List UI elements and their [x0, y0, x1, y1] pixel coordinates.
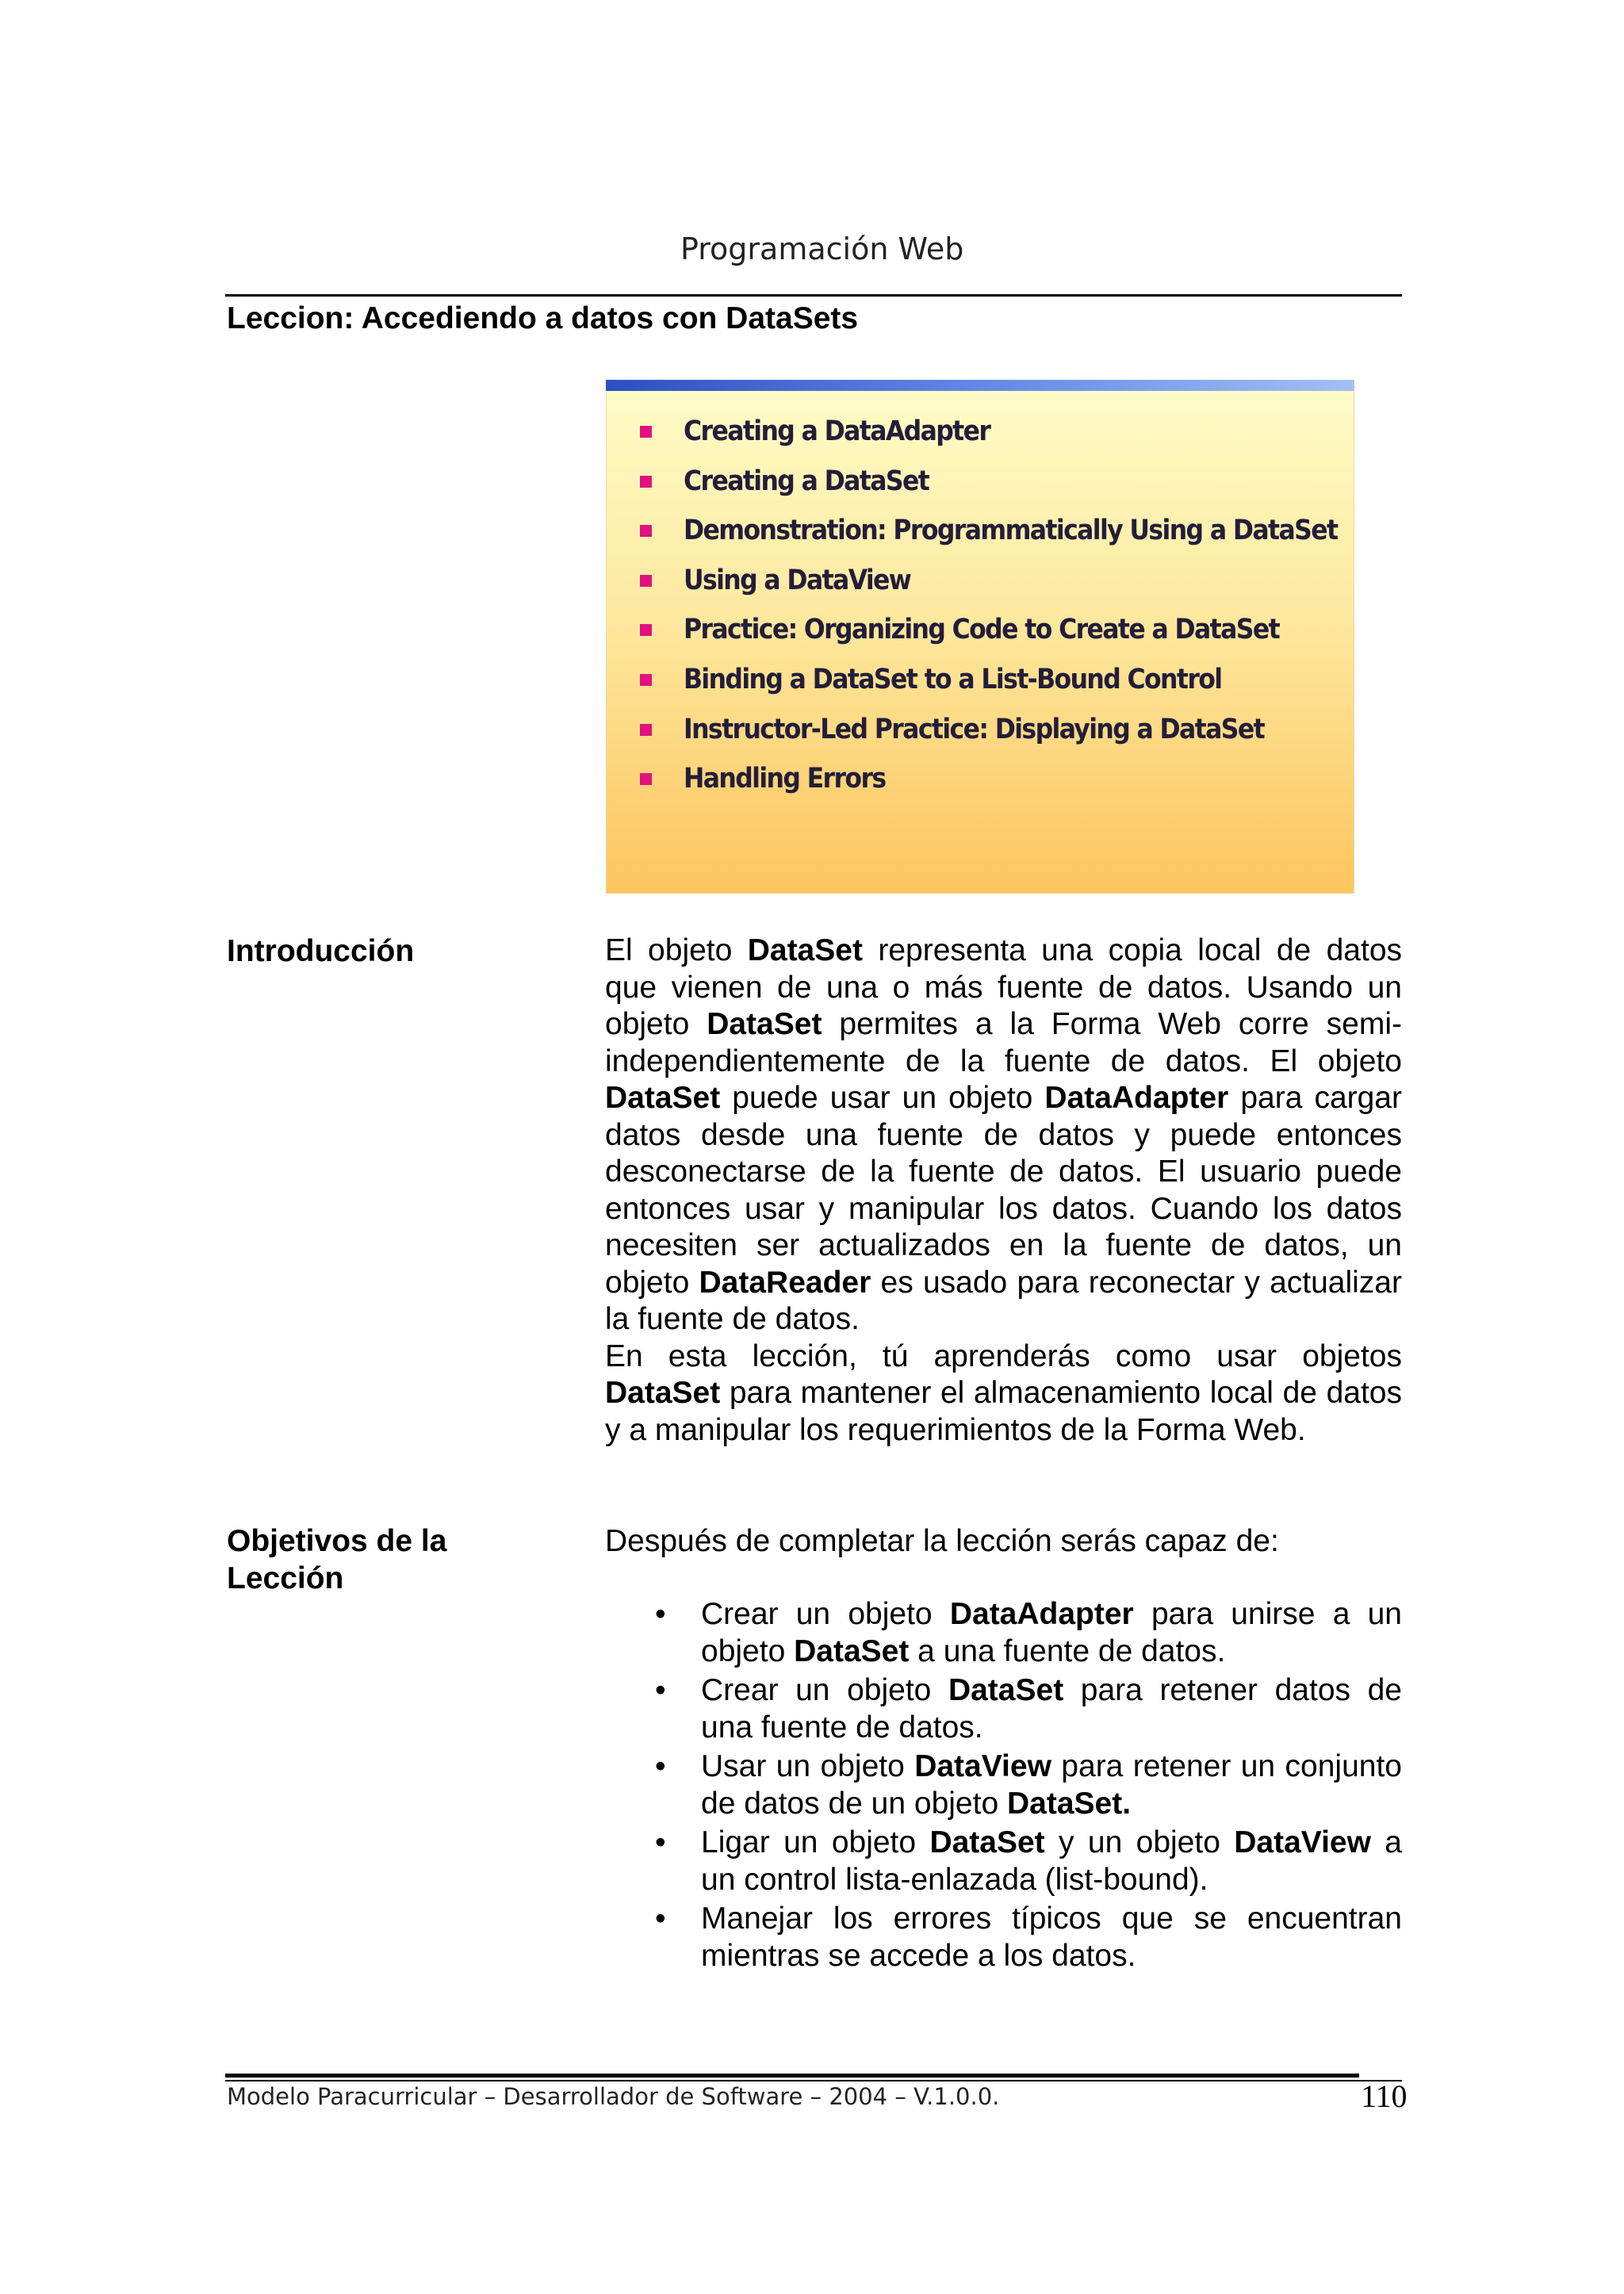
- square-bullet-icon: [640, 773, 652, 785]
- bullet-dot-icon: •: [655, 1749, 666, 1783]
- square-bullet-icon: [640, 724, 652, 736]
- bullet-dot-icon: •: [655, 1673, 666, 1707]
- lesson-title: Leccion: Accediendo a datos con DataSets: [227, 301, 859, 335]
- header-title: Programación Web: [680, 232, 964, 266]
- objectives-label: Objetivos de la Lección: [227, 1524, 447, 1595]
- square-bullet-icon: [640, 476, 652, 488]
- square-bullet-icon: [640, 624, 652, 636]
- slide-topic-item: Creating a DataSet: [638, 461, 1337, 511]
- slide-title-bar: [606, 380, 1354, 391]
- slide-topic-list: [638, 412, 1337, 809]
- slide-topic-item: Creating a DataAdapter: [638, 412, 1337, 461]
- header-divider: [225, 294, 1402, 297]
- footer-divider-thin: [225, 2080, 1402, 2081]
- lesson-slide: [606, 380, 1354, 894]
- square-bullet-icon: [640, 575, 652, 587]
- objective-item: • Manejar los errores típicos que se encuentran mientras se accede a los datos.: [655, 1901, 1402, 1973]
- slide-topic-item: Binding a DataSet to a List-Bound Control: [638, 660, 1337, 710]
- square-bullet-icon: [640, 525, 652, 537]
- page-number: 110: [1361, 2078, 1408, 2114]
- square-bullet-icon: [640, 674, 652, 686]
- objective-item: • Usar un objeto DataView para retener un conjunto de datos de un objeto DataSet.: [655, 1749, 1402, 1821]
- slide-topic-item: Practice: Organizing Code to Create a DataSet: [638, 610, 1337, 660]
- bullet-dot-icon: •: [655, 1825, 666, 1859]
- bullet-dot-icon: •: [655, 1901, 666, 1936]
- objectives-list: [655, 1595, 1402, 1976]
- objective-item: • Crear un objeto DataAdapter para unirse a un objeto DataSet a una fuente de datos.: [655, 1597, 1402, 1668]
- slide-topic-item: Demonstration: Programmatically Using a DataSet: [638, 511, 1337, 561]
- slide-topic-item: Using a DataView: [638, 561, 1337, 611]
- footer-text: Modelo Paracurricular – Desarrollador de Software – 2004 – V.1.0.0.: [227, 2083, 1000, 2110]
- objective-item: • Crear un objeto DataSet para retener datos de una fuente de datos.: [655, 1673, 1402, 1744]
- objective-item: • Ligar un objeto DataSet y un objeto DataView a un control lista-enlazada (list-bound).: [655, 1825, 1402, 1897]
- square-bullet-icon: [640, 426, 652, 438]
- intro-paragraph-2: En esta lección, tú aprenderás como usar objetos DataSet para mantener el almacenamiento local de datos y a manipular los requerimientos de la Forma Web.: [605, 1338, 1402, 1447]
- intro-paragraph-1: El objeto DataSet representa una copia local de datos que vienen de una o más fuente de datos. Usando un objeto DataSet permites a la Forma Web corre semi-independientemente de la fuente de datos. El objeto DataSet puede usar un objeto DataAdapter para cargar datos desde una fuente de datos y puede entonces desconectarse de la fuente de datos. El usuario puede entonces usar y manipular los datos. Cuando los datos necesiten ser actualizados en la fuente de datos, un objeto DataReader es usado para reconectar y actualizar la fuente de datos.: [605, 933, 1403, 1336]
- bullet-dot-icon: •: [655, 1597, 666, 1631]
- intro-label: Introducción: [227, 934, 415, 968]
- footer-divider-thick: [225, 2074, 1359, 2078]
- objectives-intro: Después de completar la lección serás capaz de:: [605, 1524, 1279, 1558]
- slide-topic-item: Handling Errors: [638, 759, 1337, 809]
- slide-topic-item: Instructor-Led Practice: Displaying a DataSet: [638, 710, 1337, 760]
- intro-body: [605, 933, 1402, 1449]
